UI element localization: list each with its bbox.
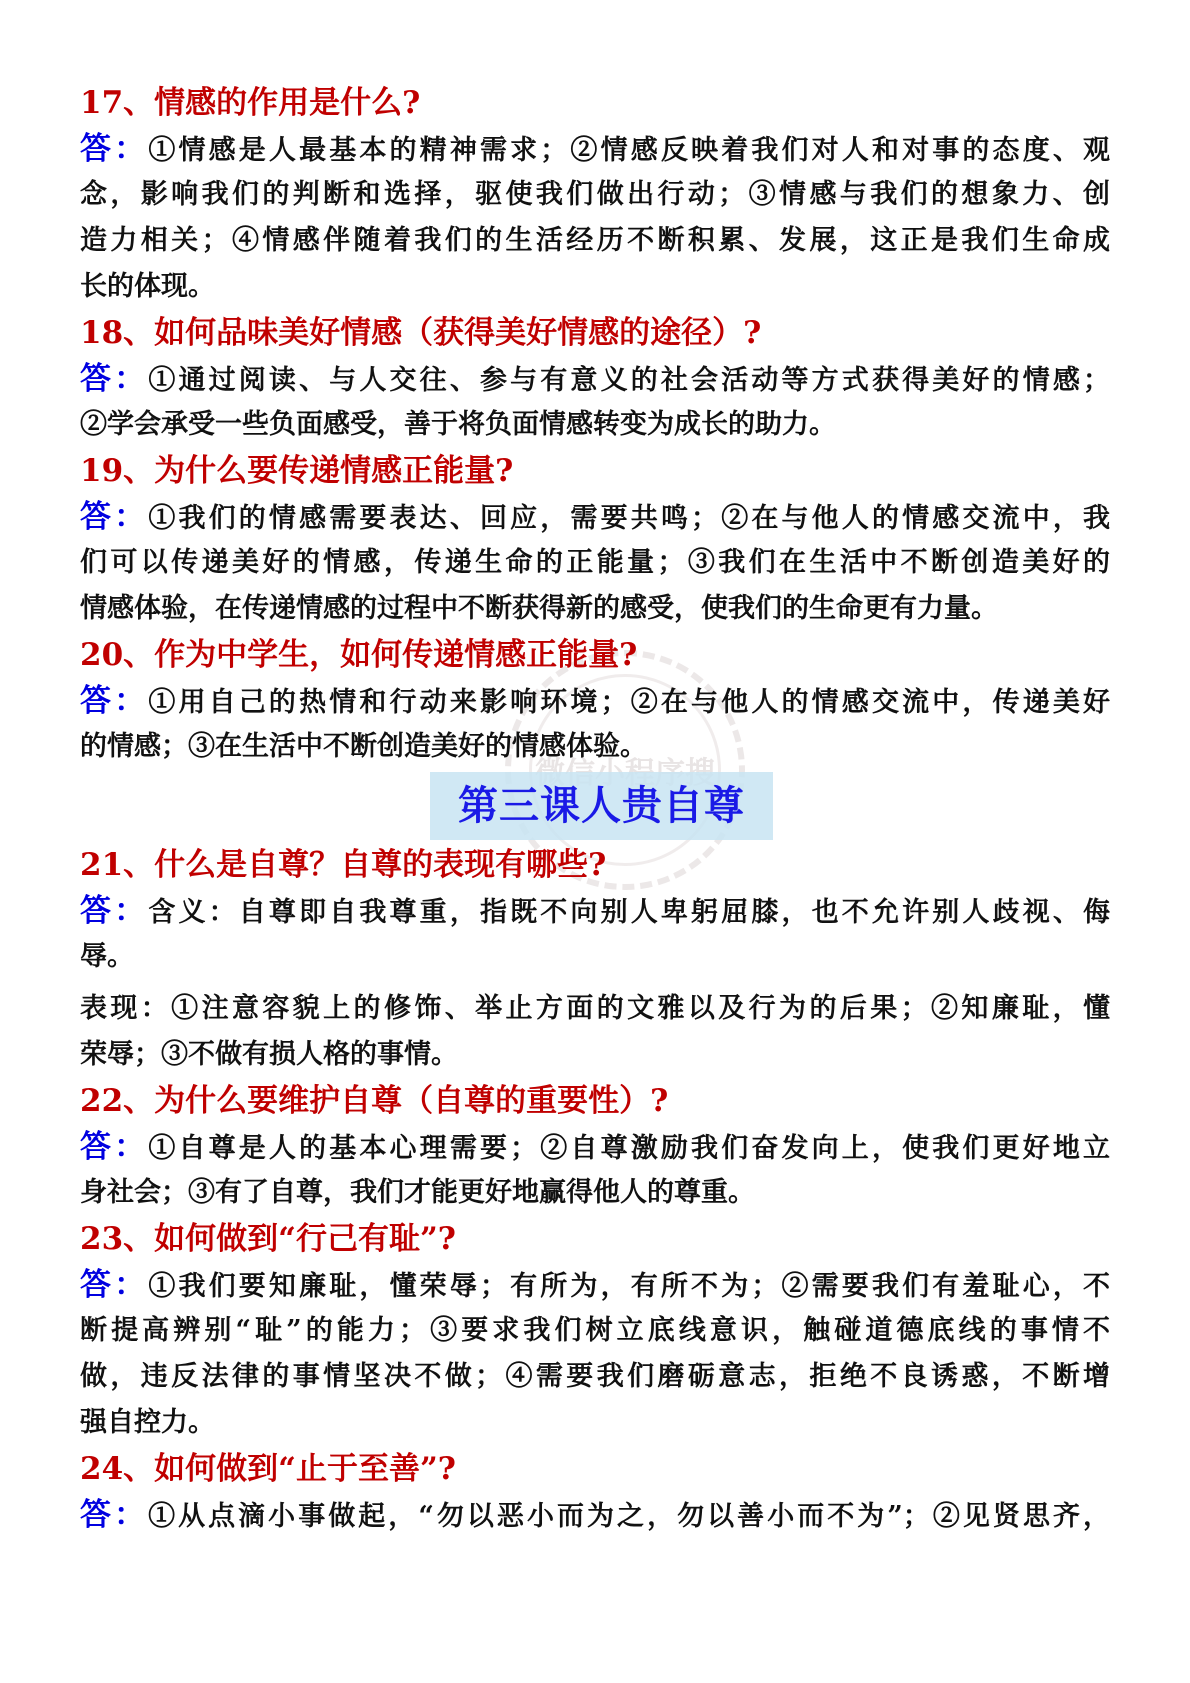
section-heading: 第三课人贵自尊 [430, 772, 773, 840]
answer-line [80, 126, 1110, 172]
answer-line: 情感体验，在传递情感的过程中不断获得新的感受，使我们的生命更有力量。 [80, 593, 998, 624]
answer-label: 答： [80, 1497, 149, 1533]
answer-23 [80, 1262, 1110, 1446]
answer-24 [80, 1492, 1110, 1538]
answer-label: 答： [80, 1267, 149, 1303]
answer-line [80, 678, 1110, 724]
answer-text: ①用自己的热情和行动来影响环境；②在与他人的情感交流中，传递美好 [148, 687, 1111, 718]
answer-line: 做，违反法律的事情坚决不做；④需要我们磨砺意志，拒绝不良诱惑，不断增 [80, 1361, 1110, 1392]
answer-text: ①自尊是人的基本心理需要；②自尊激励我们奋发向上，使我们更好地立 [148, 1133, 1111, 1164]
answer-label: 答： [80, 893, 149, 929]
answer-text: ①我们的情感需要表达、回应，需要共鸣；②在与他人的情感交流中，我 [148, 503, 1111, 534]
answer-line: 荣辱；③不做有损人格的事情。 [80, 1039, 458, 1070]
answer-line [80, 494, 1110, 540]
answer-label: 答： [80, 683, 149, 719]
answer-21 [80, 888, 1110, 1078]
document-page [80, 80, 1110, 1538]
question-18: 18、如何品味美好情感（获得美好情感的途径）? [80, 315, 762, 351]
answer-line: 造力相关；④情感伴随着我们的生活经历不断积累、发展，这正是我们生命成 [80, 225, 1110, 256]
answer-line [80, 1124, 1110, 1170]
answer-label: 答： [80, 131, 149, 167]
answer-line: 长的体现。 [80, 271, 215, 302]
question-21: 21、什么是自尊？自尊的表现有哪些? [80, 847, 607, 883]
question-22: 22、为什么要维护自尊（自尊的重要性）? [80, 1083, 669, 1119]
answer-label: 答： [80, 361, 149, 397]
answer-line [80, 356, 1110, 402]
answer-22 [80, 1124, 1110, 1216]
answer-line: ②学会承受一些负面感受，善于将负面情感转变为成长的助力。 [80, 409, 836, 440]
question-19: 19、为什么要传递情感正能量? [80, 453, 514, 489]
answer-line [80, 1262, 1110, 1308]
answer-17 [80, 126, 1110, 310]
answer-text: ①情感是人最基本的精神需求；②情感反映着我们对人和对事的态度、观 [148, 135, 1111, 166]
answer-line: 强自控力。 [80, 1407, 215, 1438]
answer-label: 答： [80, 499, 149, 535]
answer-line: 表现：①注意容貌上的修饰、举止方面的文雅以及行为的后果；②知廉耻，懂 [80, 993, 1110, 1024]
answer-18 [80, 356, 1110, 448]
question-17: 17、情感的作用是什么? [80, 85, 421, 121]
answer-text: ①我们要知廉耻，懂荣辱；有所为，有所不为；②需要我们有羞耻心，不 [148, 1271, 1111, 1302]
answer-label: 答： [80, 1129, 149, 1165]
answer-line [80, 888, 1110, 934]
answer-text: ①从点滴小事做起，“勿以恶小而为之，勿以善小而不为”；②见贤思齐， [148, 1501, 1111, 1532]
answer-line: 们可以传递美好的情感，传递生命的正能量；③我们在生活中不断创造美好的 [80, 547, 1110, 578]
answer-line: 断提高辨别“耻”的能力；③要求我们树立底线意识，触碰道德底线的事情不 [80, 1315, 1110, 1346]
question-23: 23、如何做到“行己有耻”? [80, 1221, 456, 1257]
answer-text: ①通过阅读、与人交往、参与有意义的社会活动等方式获得美好的情感； [148, 365, 1111, 396]
answer-line: 念，影响我们的判断和选择，驱使我们做出行动；③情感与我们的想象力、创 [80, 179, 1110, 210]
answer-20 [80, 678, 1110, 770]
answer-text: 含义：自尊即自我尊重，指既不向别人卑躬屈膝，也不允许别人歧视、侮 [148, 897, 1111, 928]
answer-19 [80, 494, 1110, 632]
answer-line [80, 1492, 1110, 1538]
answer-line: 的情感；③在生活中不断创造美好的情感体验。 [80, 731, 647, 762]
question-24: 24、如何做到“止于至善”? [80, 1451, 456, 1487]
question-20: 20、作为中学生，如何传递情感正能量? [80, 637, 638, 673]
section-heading-wrap [80, 770, 1110, 842]
answer-line: 辱。 [80, 941, 134, 972]
answer-line: 身社会；③有了自尊，我们才能更好地赢得他人的尊重。 [80, 1177, 755, 1208]
